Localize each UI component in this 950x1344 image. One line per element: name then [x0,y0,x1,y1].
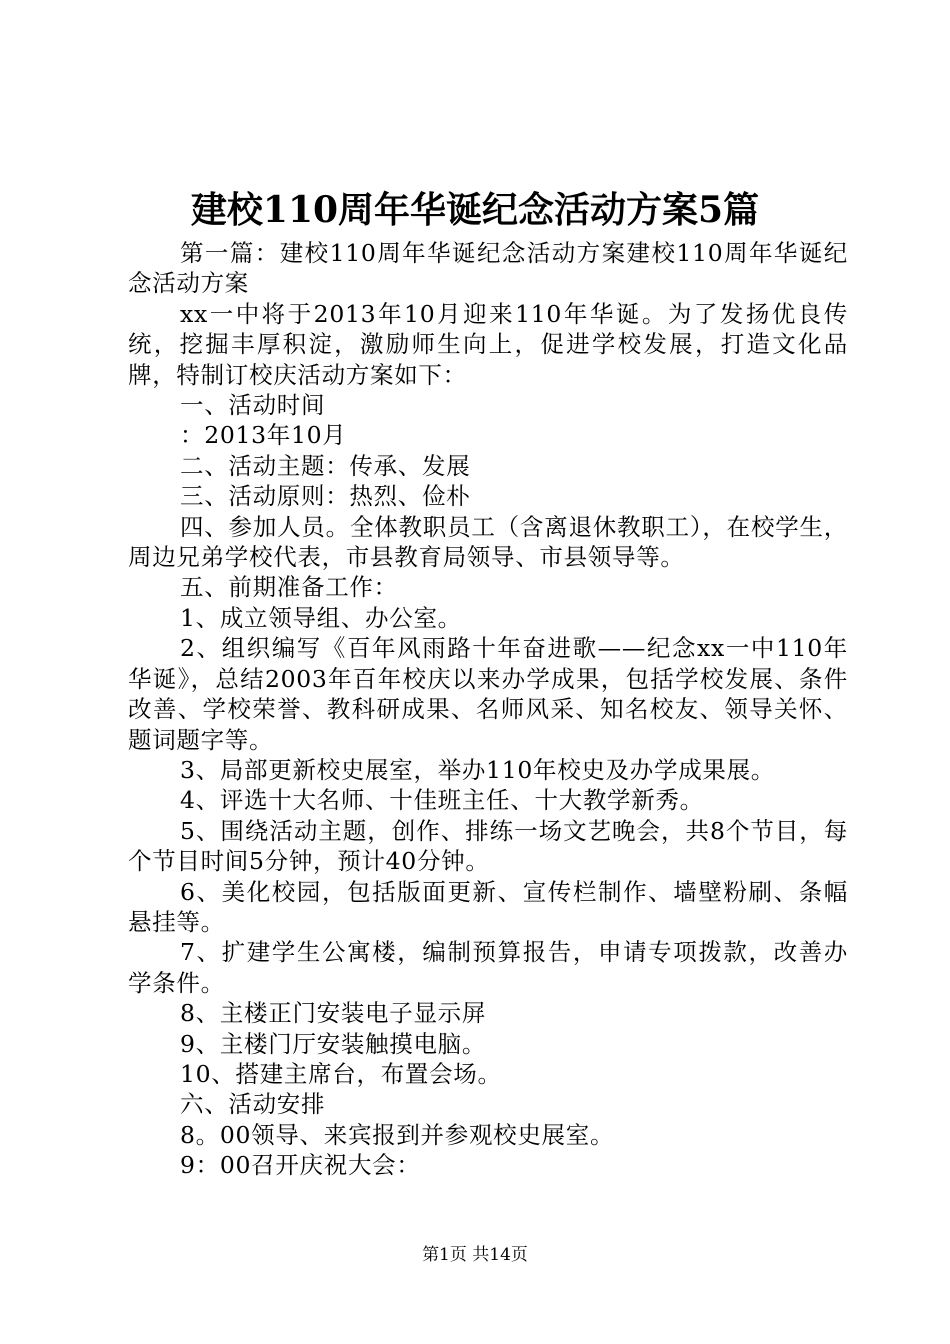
list-item-9: 9、主楼门厅安装触摸电脑。 [180,1029,487,1058]
list-item-7: 7、扩建学生公寓楼，编制预算报告，申请专项拨款，改善办学条件。 [128,938,848,997]
section-heading-participants: 四、参加人员。全体教职员工（含离退休教职工），在校学生，周边兄弟学校代表，市县教育局领导、市县领导等。 [128,512,848,572]
list-item-3: 3、局部更新校史展室，举办110年校史及办学成果展。 [180,755,776,784]
list-item-8: 8、主楼正门安装电子显示屏 [180,999,487,1028]
list-item-2: 2、组织编写《百年风雨路十年奋进歌——纪念xx一中110年华诞》，总结2003年百年校庆以来办学成果，包括学校发展、条件改善、学校荣誉、教科研成果、名师风采、知名校友、领导关怀、题词题字等。 [128,634,848,754]
paragraph-time-value: ：2013年10月 [180,421,347,450]
list-item-10: 10、搭建主席台，布置会场。 [180,1059,502,1088]
document-body [128,238,848,1181]
list-item-5: 5、围绕活动主题，创作、排练一场文艺晚会，共8个节目，每个节目时间5分钟，预计40分钟。 [128,816,848,876]
section-heading-preparation: 五、前期准备工作： [180,573,398,602]
list-item-4: 4、评选十大名师、十佳班主任、十大教学新秀。 [180,786,704,815]
section-heading-schedule: 六、活动安排 [180,1090,326,1119]
document-title: 建校110周年华诞纪念活动方案5篇 [190,189,760,231]
list-item-1: 1、成立领导组、办公室。 [180,603,462,632]
section-heading-principle: 三、活动原则：热烈、俭朴 [180,482,471,511]
section-heading-theme: 二、活动主题：传承、发展 [180,451,471,480]
schedule-item-1: 8。00领导、来宾报到并参观校史展室。 [180,1120,615,1149]
paragraph-intro-heading: 第一篇：建校110周年华诞纪念活动方案建校110周年华诞纪念活动方案 [128,239,848,298]
schedule-item-2: 9：00召开庆祝大会： [180,1151,421,1180]
paragraph-intro: xx一中将于2013年10月迎来110年华诞。为了发扬优良传统，挖掘丰厚积淀，激励师生向上，促进学校发展，打造文化品牌，特制订校庆活动方案如下： [128,299,848,389]
list-item-6: 6、美化校园，包括版面更新、宣传栏制作、墙壁粉刷、条幅悬挂等。 [128,877,848,936]
page-footer: 第1页 共14页 [422,1245,528,1265]
section-heading-time: 一、活动时间 [180,391,326,420]
